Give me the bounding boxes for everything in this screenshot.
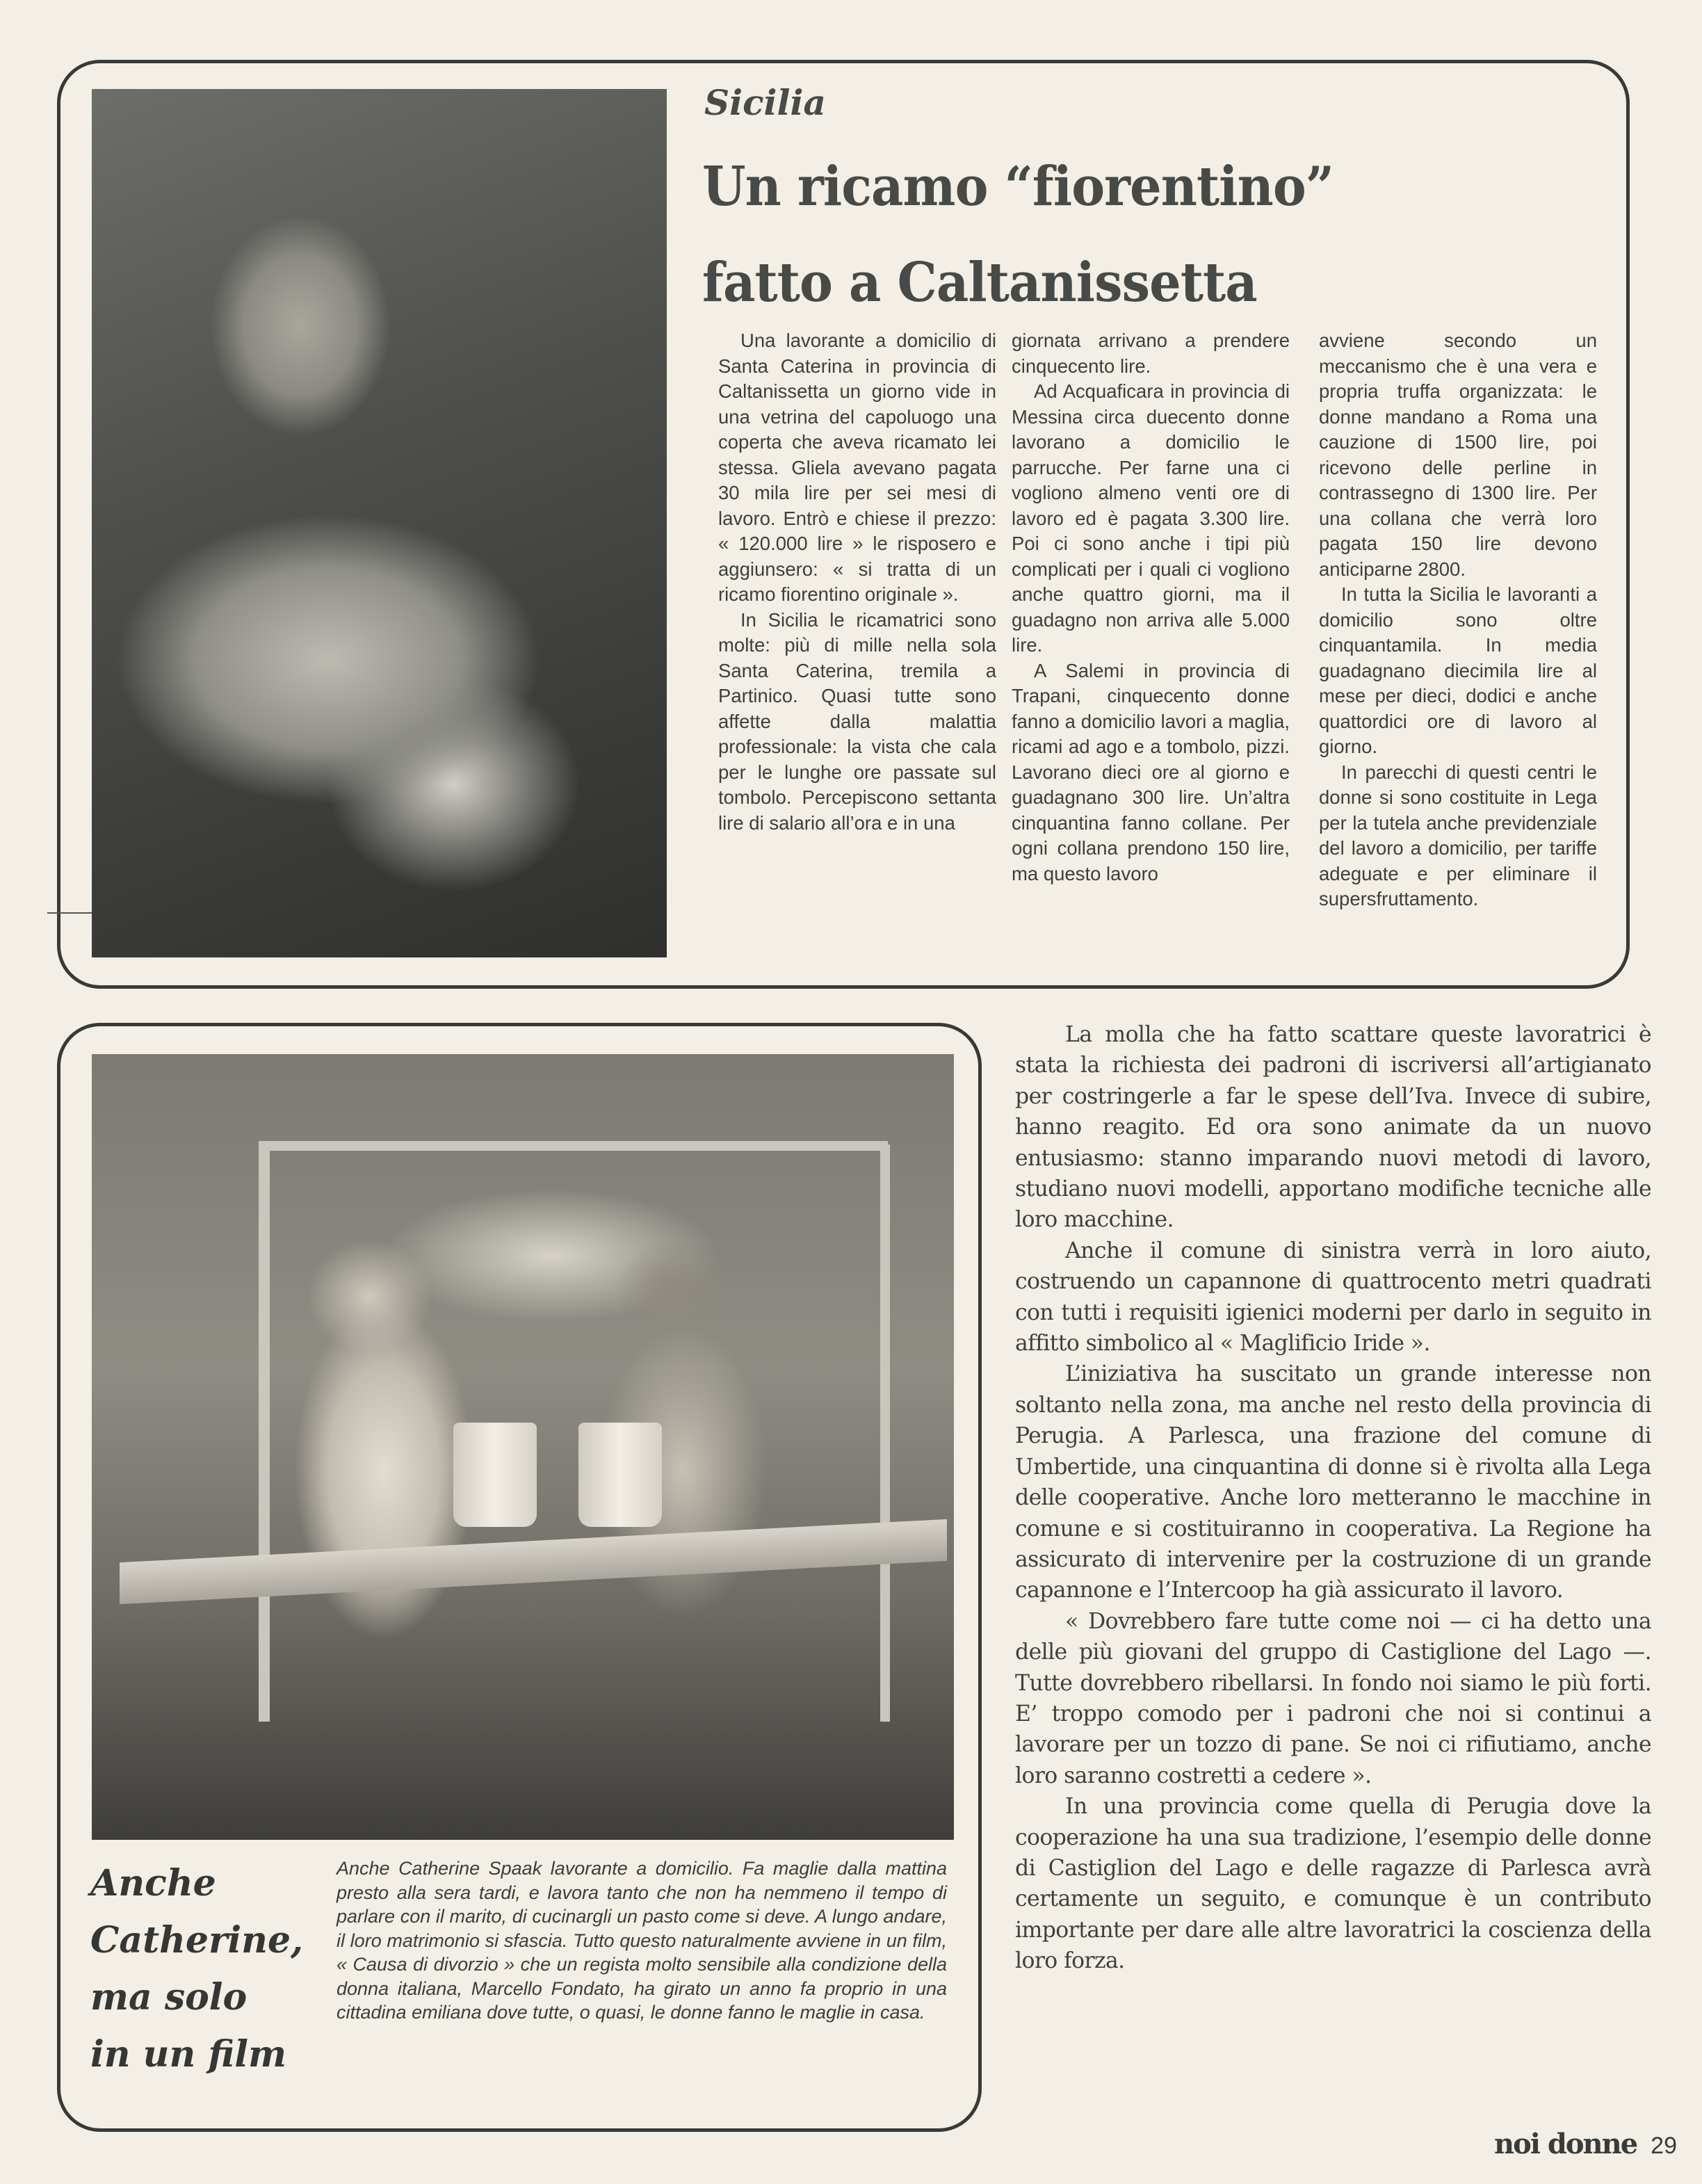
photo-caption: Anche Catherine Spaak lavorante a domicilio. Fa maglie dalla mattina presto alla sera tardi, e lavora tanto che non ha nemmeno il tempo di parlare con il marito, di cucinargli un pasto come si deve. A lungo andare, il loro matrimonio si sfascia. Tutto questo naturalmente avviene in un film, « Causa di divorzio » che un regista molto sensibile alla condizione della donna italiana, Marcello Fondato, ha girato un anno fa proprio in una cittadina emiliana dove tutte, o quasi, le donne fanno le maglie in casa.	[337, 1858, 947, 2023]
machine-frame-left	[259, 1144, 270, 1722]
woman-embroidering-photo	[92, 89, 667, 957]
headline-line-1: Un ricamo “fiorentino”	[702, 155, 1334, 218]
magazine-logo: noi donne	[1494, 2128, 1637, 2160]
paragraph: La molla che ha fatto scattare queste lavoratrici è stata la richiesta dei padroni di iscriversi all’artigianato per costringerle a far le spese dell’Iva. Invece di subire, hanno reagito. Ed ora sono animate da un nuovo entusiasmo: stanno imparando nuovi metodi di lavoro, studiano nuovi modelli, apportano modifiche tecniche alle loro macchine.	[1015, 1022, 1651, 1233]
page-footer	[1494, 2128, 1677, 2160]
article-body-continued	[1015, 1019, 1651, 1977]
machine-table	[120, 1519, 947, 1604]
caption-heading-line: in un film	[90, 2033, 286, 2076]
paragraph: Una lavorante a domicilio di Santa Caterina in provincia di Caltanissetta un giorno vide in una vetrina del capoluogo una coperta che aveva ricamato lei stessa. Gliela avevano pagata 30 mila lire per sei mesi di lavoro. Entrò e chiese il prezzo: « 120.000 lire » le risposero e aggiunsero: « si tratta di un ricamo fiorentino originale ».	[718, 330, 996, 605]
article-headline	[702, 139, 1534, 331]
yarn-cone	[578, 1423, 662, 1527]
paragraph: « Dovrebbero fare tutte come noi — ci ha detto una delle più giovani del gruppo di Castiglione del Lago —. Tutte dovrebbero ribellarsi. In fondo noi siamo le più forti. E’ troppo comodo per i padroni che noi si continui a lavorare per un tozzo di pane. Se noi ci rifiutiamo, anche loro saranno costretti a cedere ».	[1015, 1608, 1651, 1788]
page-number: 29	[1651, 2133, 1677, 2159]
knitting-machine-film-still	[92, 1054, 954, 1840]
paragraph: In tutta la Sicilia le lavoranti a domicilio sono oltre cinquantamila. In media guadagnano diecimila lire al mese per dieci, dodici e anche quattordici ore di lavoro al giorno.	[1319, 583, 1597, 757]
paragraph: giornata arrivano a prendere cinquecento lire.	[1012, 330, 1290, 377]
caption-heading	[90, 1855, 320, 2083]
headline-line-2: fatto a Caltanissetta	[702, 251, 1257, 314]
paragraph: In una provincia come quella di Perugia dove la cooperazione ha una sua tradizione, l’esempio delle donne di Castiglion del Lago e delle ragazze di Parlesca avrà certamente un seguito, e comunque è un contributo importante per dare alle altre lavoratrici la coscienza della loro forza.	[1015, 1794, 1651, 1974]
caption-heading-line: ma solo	[90, 1976, 248, 2019]
article-column-1	[718, 328, 996, 836]
paragraph: In Sicilia le ricamatrici sono molte: più di mille nella sola Santa Caterina, tremila a Partinico. Quasi tutte sono affette dalla malattia professionale: la vista che cala per le lunghe ore passate sul tombolo. Percepiscono settanta lire di salario all’ora e in una	[718, 608, 996, 834]
paragraph: In parecchi di questi centri le donne si sono costituite in Lega per la tutela anche previdenziale del lavoro a domicilio, per tariffe adeguate e per eliminare il supersfruttamento.	[1319, 761, 1597, 909]
machine-frame-top	[259, 1141, 888, 1151]
paragraph: A Salemi in provincia di Trapani, cinquecento donne fanno a domicilio lavori a maglia, ricami ad ago e a tombolo, pizzi. Lavorano dieci ore al giorno e guadagnano 300 lire. Un’altra cinquantina fanno collane. Per ogni collana prendono 150 lire, ma questo lavoro	[1012, 659, 1290, 884]
article-column-2	[1012, 328, 1290, 887]
paragraph: Anche il comune di sinistra verrà in loro aiuto, costruendo un capannone di quattrocento metri quadrati con tutti i requisiti igienici moderni per darlo in seguito in affitto simbolico al « Maglificio Iride ».	[1015, 1238, 1651, 1357]
crop-mark	[47, 912, 96, 914]
caption-heading-line: Catherine,	[90, 1919, 304, 1961]
yarn-cone	[453, 1423, 537, 1527]
section-kicker: Sicilia	[704, 82, 826, 123]
article-column-3	[1319, 328, 1597, 912]
paragraph: Ad Acquaficara in provincia di Messina circa duecento donne lavorano a domicilio le parrucche. Per farne una ci vogliono almeno venti ore di lavoro ed è pagata 3.300 lire. Poi ci sono anche i tipi più complicati per i quali ci vogliono anche quattro giorni, ma il guadagno non arriva alle 5.000 lire.	[1012, 380, 1290, 656]
machine-frame-right	[880, 1144, 890, 1722]
paragraph: avviene secondo un meccanismo che è una vera e propria truffa organizzata: le donne mandano a Roma una cauzione di 1500 lire, poi ricevono delle perline in contrassegno di 1300 lire. Per una collana che verrà loro pagata 150 lire devono anticiparne 2800.	[1319, 330, 1597, 580]
paragraph: L’iniziativa ha suscitato un grande interesse non soltanto nella zona, ma anche nel resto della provincia di Perugia. A Parlesca, una frazione del comune di Umbertide, una cinquantina di donne si è rivolta alla Lega delle cooperative. Anche loro metteranno le macchine in comune e si costituiranno in cooperativa. La Regione ha assicurato di intervenire per la costruzione di un grande capannone e l’Intercoop ha già assicurato il lavoro.	[1015, 1361, 1651, 1603]
caption-heading-line: Anche	[90, 1862, 216, 1904]
